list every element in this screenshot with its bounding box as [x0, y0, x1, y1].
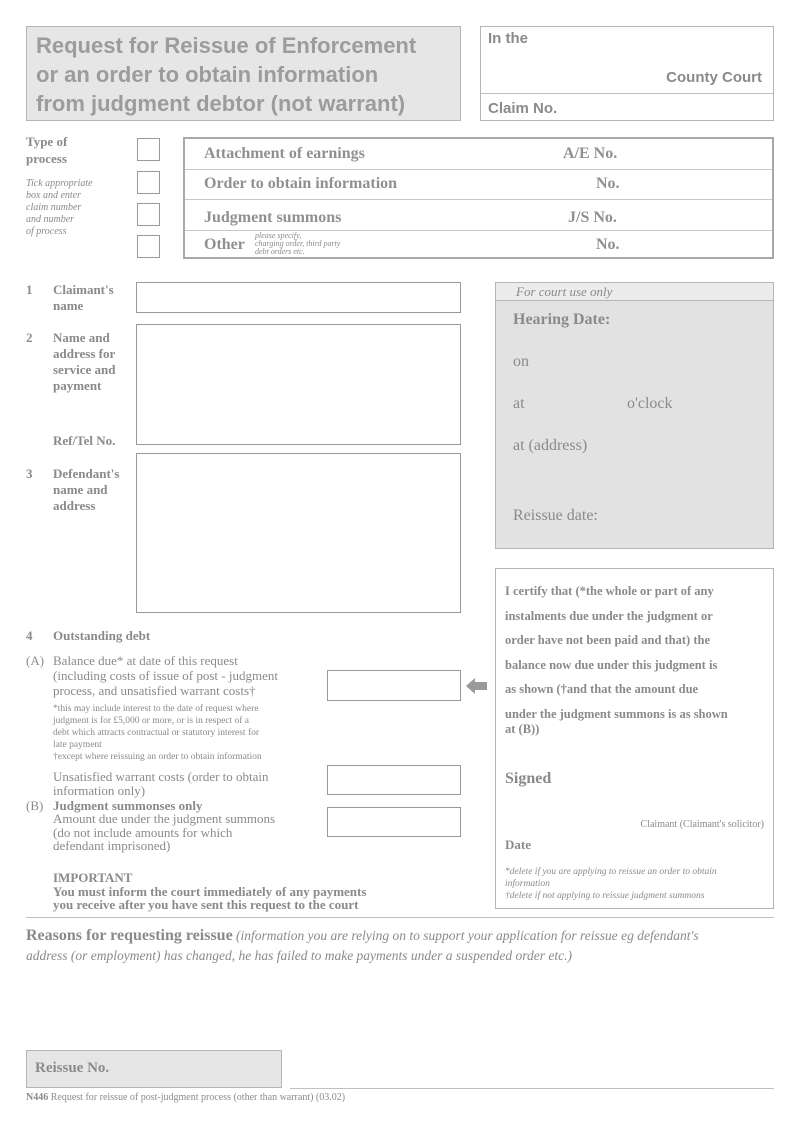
oclock-label: o'clock: [627, 395, 673, 412]
reasons-detail-2: address (or employment) has changed, he has failed to make payments under a suspended order etc.): [26, 948, 573, 963]
service-address-field[interactable]: [136, 324, 461, 445]
unsatisfied-warrant-label: Unsatisfied warrant costs (order to obtain information only): [53, 769, 269, 798]
order-to-obtain-information-label: Order to obtain information: [204, 175, 398, 192]
type-of-process-instructions: Tick appropriate box and enter claim number and number of process: [26, 178, 93, 237]
court-details-box[interactable]: [480, 26, 774, 121]
section-1-number: 1: [26, 282, 33, 297]
form-title-line-1: Request for Reissue of Enforcement: [36, 33, 417, 58]
b-marker: (B): [26, 798, 44, 813]
court-use-header: For court use only: [496, 283, 773, 301]
js-number-label: J/S No.: [568, 209, 617, 226]
other-label: Other: [204, 236, 245, 253]
at-address-label: at (address): [513, 437, 588, 454]
tick-other[interactable]: [137, 235, 160, 258]
form-footer: [26, 1092, 345, 1103]
section-2-number: 2: [26, 330, 33, 345]
judgment-summons-label: Judgment summons: [204, 209, 342, 226]
certification-text: I certify that (*the whole or part of any instalments due under the judgment or order have not been paid and that) the balance now due under this judgment is as shown (†and that the amount due under the judgment summons is as shown at (B)): [505, 584, 728, 736]
order-number-label: No.: [596, 175, 620, 192]
process-row-order[interactable]: [185, 169, 772, 199]
reasons-section[interactable]: [26, 926, 776, 966]
reasons-heading: Reasons for requesting reissue: [26, 927, 233, 944]
process-row-judgment-summons[interactable]: [185, 199, 772, 230]
process-number-box: [183, 137, 774, 259]
balance-due-notes: *this may include interest to the date of request where judgment is for £5,000 or more, or is in respect of a debt which attracts contractual or statutory interest for late payment †except where reissuing an order to obtain information: [53, 704, 262, 762]
reasons-detail-1: (information you are relying on to support your application for reissue eg defendant's: [236, 928, 699, 943]
claimant-solicitor-label: Claimant (Claimant's solicitor): [640, 819, 764, 830]
process-row-attachment[interactable]: [185, 139, 772, 169]
ae-number-label: A/E No.: [563, 145, 618, 162]
on-label: on: [513, 353, 529, 370]
form-title-box: [26, 26, 461, 121]
signed-label[interactable]: Signed: [505, 770, 552, 787]
reissue-date-label: Reissue date:: [513, 507, 598, 524]
county-court-label: County Court: [666, 69, 762, 86]
balance-due-field[interactable]: [327, 670, 461, 701]
form-title-line-2: or an order to obtain information: [36, 62, 379, 87]
process-row-other[interactable]: [185, 230, 772, 260]
tick-judgment-summons[interactable]: [137, 203, 160, 226]
form-title-line-3: from judgment debtor (not warrant): [36, 91, 406, 116]
claimant-name-label: Claimant's name: [53, 282, 114, 313]
reissue-number-box[interactable]: [26, 1050, 282, 1088]
judgment-summonses-heading: Judgment summonses only: [53, 798, 203, 813]
section-divider: [26, 917, 774, 918]
hearing-date-label: Hearing Date:: [513, 311, 611, 328]
date-label[interactable]: Date: [505, 837, 531, 852]
form-code: N446: [26, 1092, 49, 1103]
ref-tel-label: Ref/Tel No.: [53, 433, 116, 448]
at-label: at: [513, 395, 525, 412]
balance-due-label: Balance due* at date of this request (including costs of issue of post - judgment process, and unsatisfied warrant costs†: [53, 653, 278, 698]
claim-no-label: Claim No.: [488, 100, 558, 117]
a-marker: (A): [26, 653, 45, 668]
defendant-label: Defendant's name and address: [53, 466, 120, 513]
reissue-number-label: Reissue No.: [35, 1060, 110, 1076]
in-the-label: In the: [488, 30, 528, 47]
court-box-divider: [481, 93, 773, 94]
tick-attachment-of-earnings[interactable]: [137, 138, 160, 161]
section-3-number: 3: [26, 466, 33, 481]
outstanding-debt-heading: Outstanding debt: [53, 628, 151, 643]
other-note: please specify, charging order, third party debt orders etc.: [255, 231, 341, 256]
court-use-only-box: [495, 282, 774, 549]
arrow-left-icon: [466, 678, 488, 694]
judgment-summons-amount-label: Amount due under the judgment summons (do not include amounts for which defendant imprisoned): [53, 811, 276, 853]
claimant-name-field[interactable]: [136, 282, 461, 313]
certification-box: [495, 568, 774, 909]
type-of-process-heading: Type of process: [26, 134, 68, 166]
certification-notes: *delete if you are applying to reissue an order to obtain information †delete if not applying to reissue judgment summons: [505, 867, 717, 901]
form-footer-text: Request for reissue of post-judgment process (other than warrant) (03.02): [50, 1092, 346, 1103]
unsatisfied-warrant-field[interactable]: [327, 765, 461, 795]
section-4-number: 4: [26, 628, 33, 643]
tick-order-to-obtain-information[interactable]: [137, 171, 160, 194]
defendant-field[interactable]: [136, 453, 461, 613]
judgment-summons-amount-field[interactable]: [327, 807, 461, 837]
other-number-label: No.: [596, 236, 620, 253]
service-address-label: Name and address for service and payment: [53, 330, 116, 393]
attachment-of-earnings-label: Attachment of earnings: [204, 145, 365, 162]
signature-line: [290, 1088, 774, 1089]
important-notice: IMPORTANT You must inform the court immediately of any payments you receive after you have sent this request to the court: [53, 870, 367, 912]
